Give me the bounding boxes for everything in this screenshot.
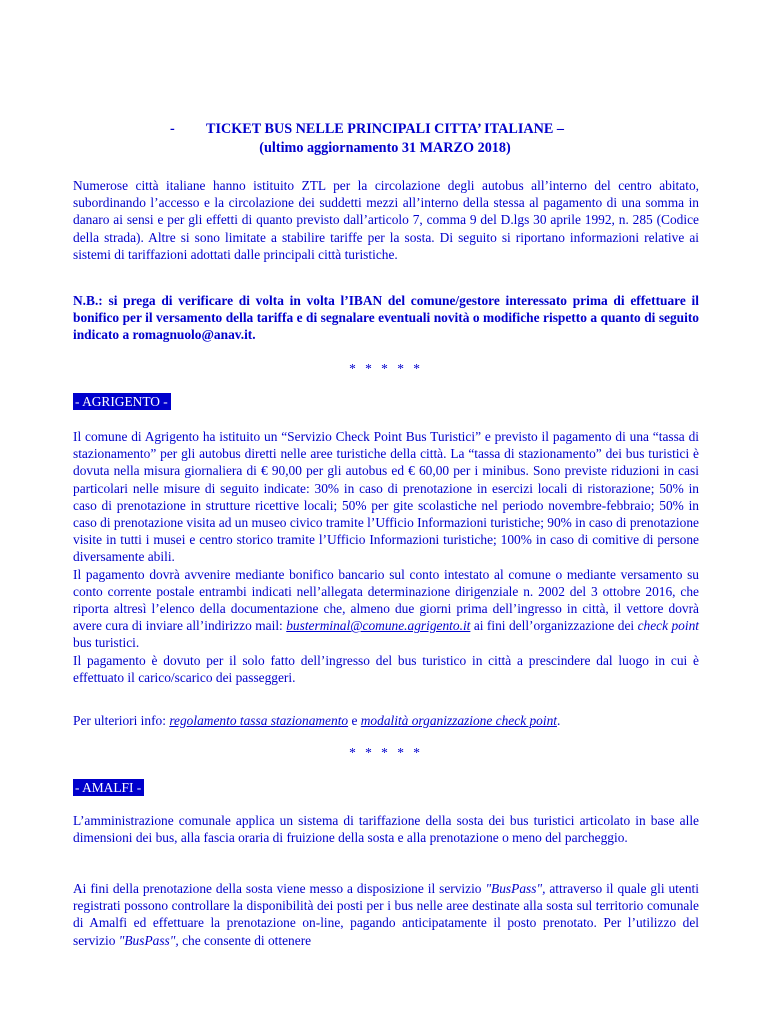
info-prefix: Per ulteriori info: xyxy=(73,713,170,728)
agrigento-section xyxy=(73,428,699,686)
modalita-check-point-link[interactable]: modalità organizzazione check point xyxy=(360,713,558,728)
info-suffix: . xyxy=(557,713,561,728)
check-point-italic: check point xyxy=(637,618,699,634)
regolamento-link[interactable]: regolamento tassa stazionamento xyxy=(169,713,349,728)
title-dash: - xyxy=(170,121,175,137)
agrigento-paragraph-2 xyxy=(73,566,699,652)
section-label-amalfi: - AMALFI - xyxy=(73,779,144,796)
buspass-italic-2: "BusPass", xyxy=(118,932,179,948)
agrigento-p2-text-b: ai fini dell’organizzazione dei xyxy=(470,618,638,634)
agrigento-paragraph-3: Il pagamento è dovuto per il solo fatto dell’ingresso del bus turistico in città a prescindere dal luogo in cui è effettuato il carico/scarico dei passeggeri. xyxy=(73,652,699,685)
title-line-1: TICKET BUS NELLE PRINCIPALI CITTA’ ITALIANE – xyxy=(206,121,564,137)
info-mid: e xyxy=(348,713,361,728)
note-paragraph xyxy=(73,292,699,344)
amalfi-p2-text-c: che consente di ottenere xyxy=(178,932,312,948)
amalfi-paragraph-2 xyxy=(73,880,699,949)
separator-2: * * * * * xyxy=(349,745,423,760)
note-text: N.B.: si prega di verificare di volta in volta l’IBAN del comune/gestore interessato prima di effettuare il bonifico per il versamento della tariffa e di segnalare eventuali novità o modifiche rispetto a quanto di seguito indicato a romagnuolo@anav.it. xyxy=(73,293,699,343)
intro-text: Numerose città italiane hanno istituito ZTL per la circolazione degli autobus all’interno del centro abitato, subordinando l’accesso e la circolazione dei suddetti mezzi all’interno della stessa al pagamento di una somma in danaro ai sensi e per gli effetti di quanto previsto dall’articolo 7, comma 9 del D.lgs 30 aprile 1992, n. 285 (Codice della strada). Altre si sono limitate a stabilire tariffe per la sosta. Di seguito si riportano informazioni relative ai sistemi di tariffazioni adottati dalle principali città turistiche. xyxy=(73,178,699,262)
amalfi-p1-text: L’amministrazione comunale applica un sistema di tariffazione della sosta dei bus turistici articolato in base alle dimensioni dei bus, alla fascia oraria di fruizione della sosta e alla prenotazione o meno del parcheggio. xyxy=(73,813,699,846)
amalfi-p2-text-b: attraverso il quale gli utenti registrati possono controllare la disponibilità dei posti per i bus nelle aree destinate alla sosta sul territorio comunale di Amalfi ed effettuare la prenotazione on-line, pagando anticipatamente il posto prenotato. Per l’utilizzo del servizio xyxy=(73,881,699,948)
agrigento-info-line xyxy=(73,712,699,729)
buspass-italic-1: "BusPass", xyxy=(485,881,546,896)
amalfi-paragraph-1 xyxy=(73,812,699,846)
document-title xyxy=(72,120,698,158)
section-label-agrigento: - AGRIGENTO - xyxy=(73,393,171,410)
title-line-2: (ultimo aggiornamento 31 MARZO 2018) xyxy=(259,140,511,156)
busterminal-email-link[interactable]: busterminal@comune.agrigento.it xyxy=(286,618,471,634)
separator-1: * * * * * xyxy=(349,361,423,376)
agrigento-paragraph-1: Il comune di Agrigento ha istituito un “Servizio Check Point Bus Turistici” e previsto il pagamento di una “tassa di stazionamento” per gli autobus diretti nelle aree turistiche della città. La “tassa di stazionamento” dei bus turistici è dovuta nella misura giornaliera di € 90,00 per gli autobus ed € 60,00 per i minibus. Sono previste riduzioni in casi particolari nelle misure di seguito indicate: 30% in caso di prenotazione in esercizi locali di ristorazione; 50% in caso di prenotazione in strutture ricettive locali; 50% per gite scolastiche nel periodo novembre-febbraio; 50% in caso di prenotazione visita ad un museo civico tramite l’Ufficio Informazioni turistiche; 90% in caso di prenotazione visite in tutti i musei e centro storico tramite l’Ufficio Informazioni turistiche; 100% in caso di comitive di persone diversamente abili. xyxy=(73,429,699,565)
amalfi-p2-text-a: Ai fini della prenotazione della sosta viene messo a disposizione il servizio xyxy=(73,881,486,896)
agrigento-p2-text-a: Il pagamento dovrà avvenire mediante bonifico bancario sul conto intestato al comune o mediante versamento su conto corrente postale entrambi indicati nell’allegata determinazione dirigenziale n. 2002 del 3 ottobre 2016, che riporta altresì l’elenco della documentazione che, almeno due giorni prima dell’ingresso in città, il vettore dovrà avere cura di inviare all’indirizzo mail: xyxy=(73,566,699,634)
intro-paragraph xyxy=(73,177,699,263)
agrigento-p2-text-c: bus turistici. xyxy=(73,635,140,651)
